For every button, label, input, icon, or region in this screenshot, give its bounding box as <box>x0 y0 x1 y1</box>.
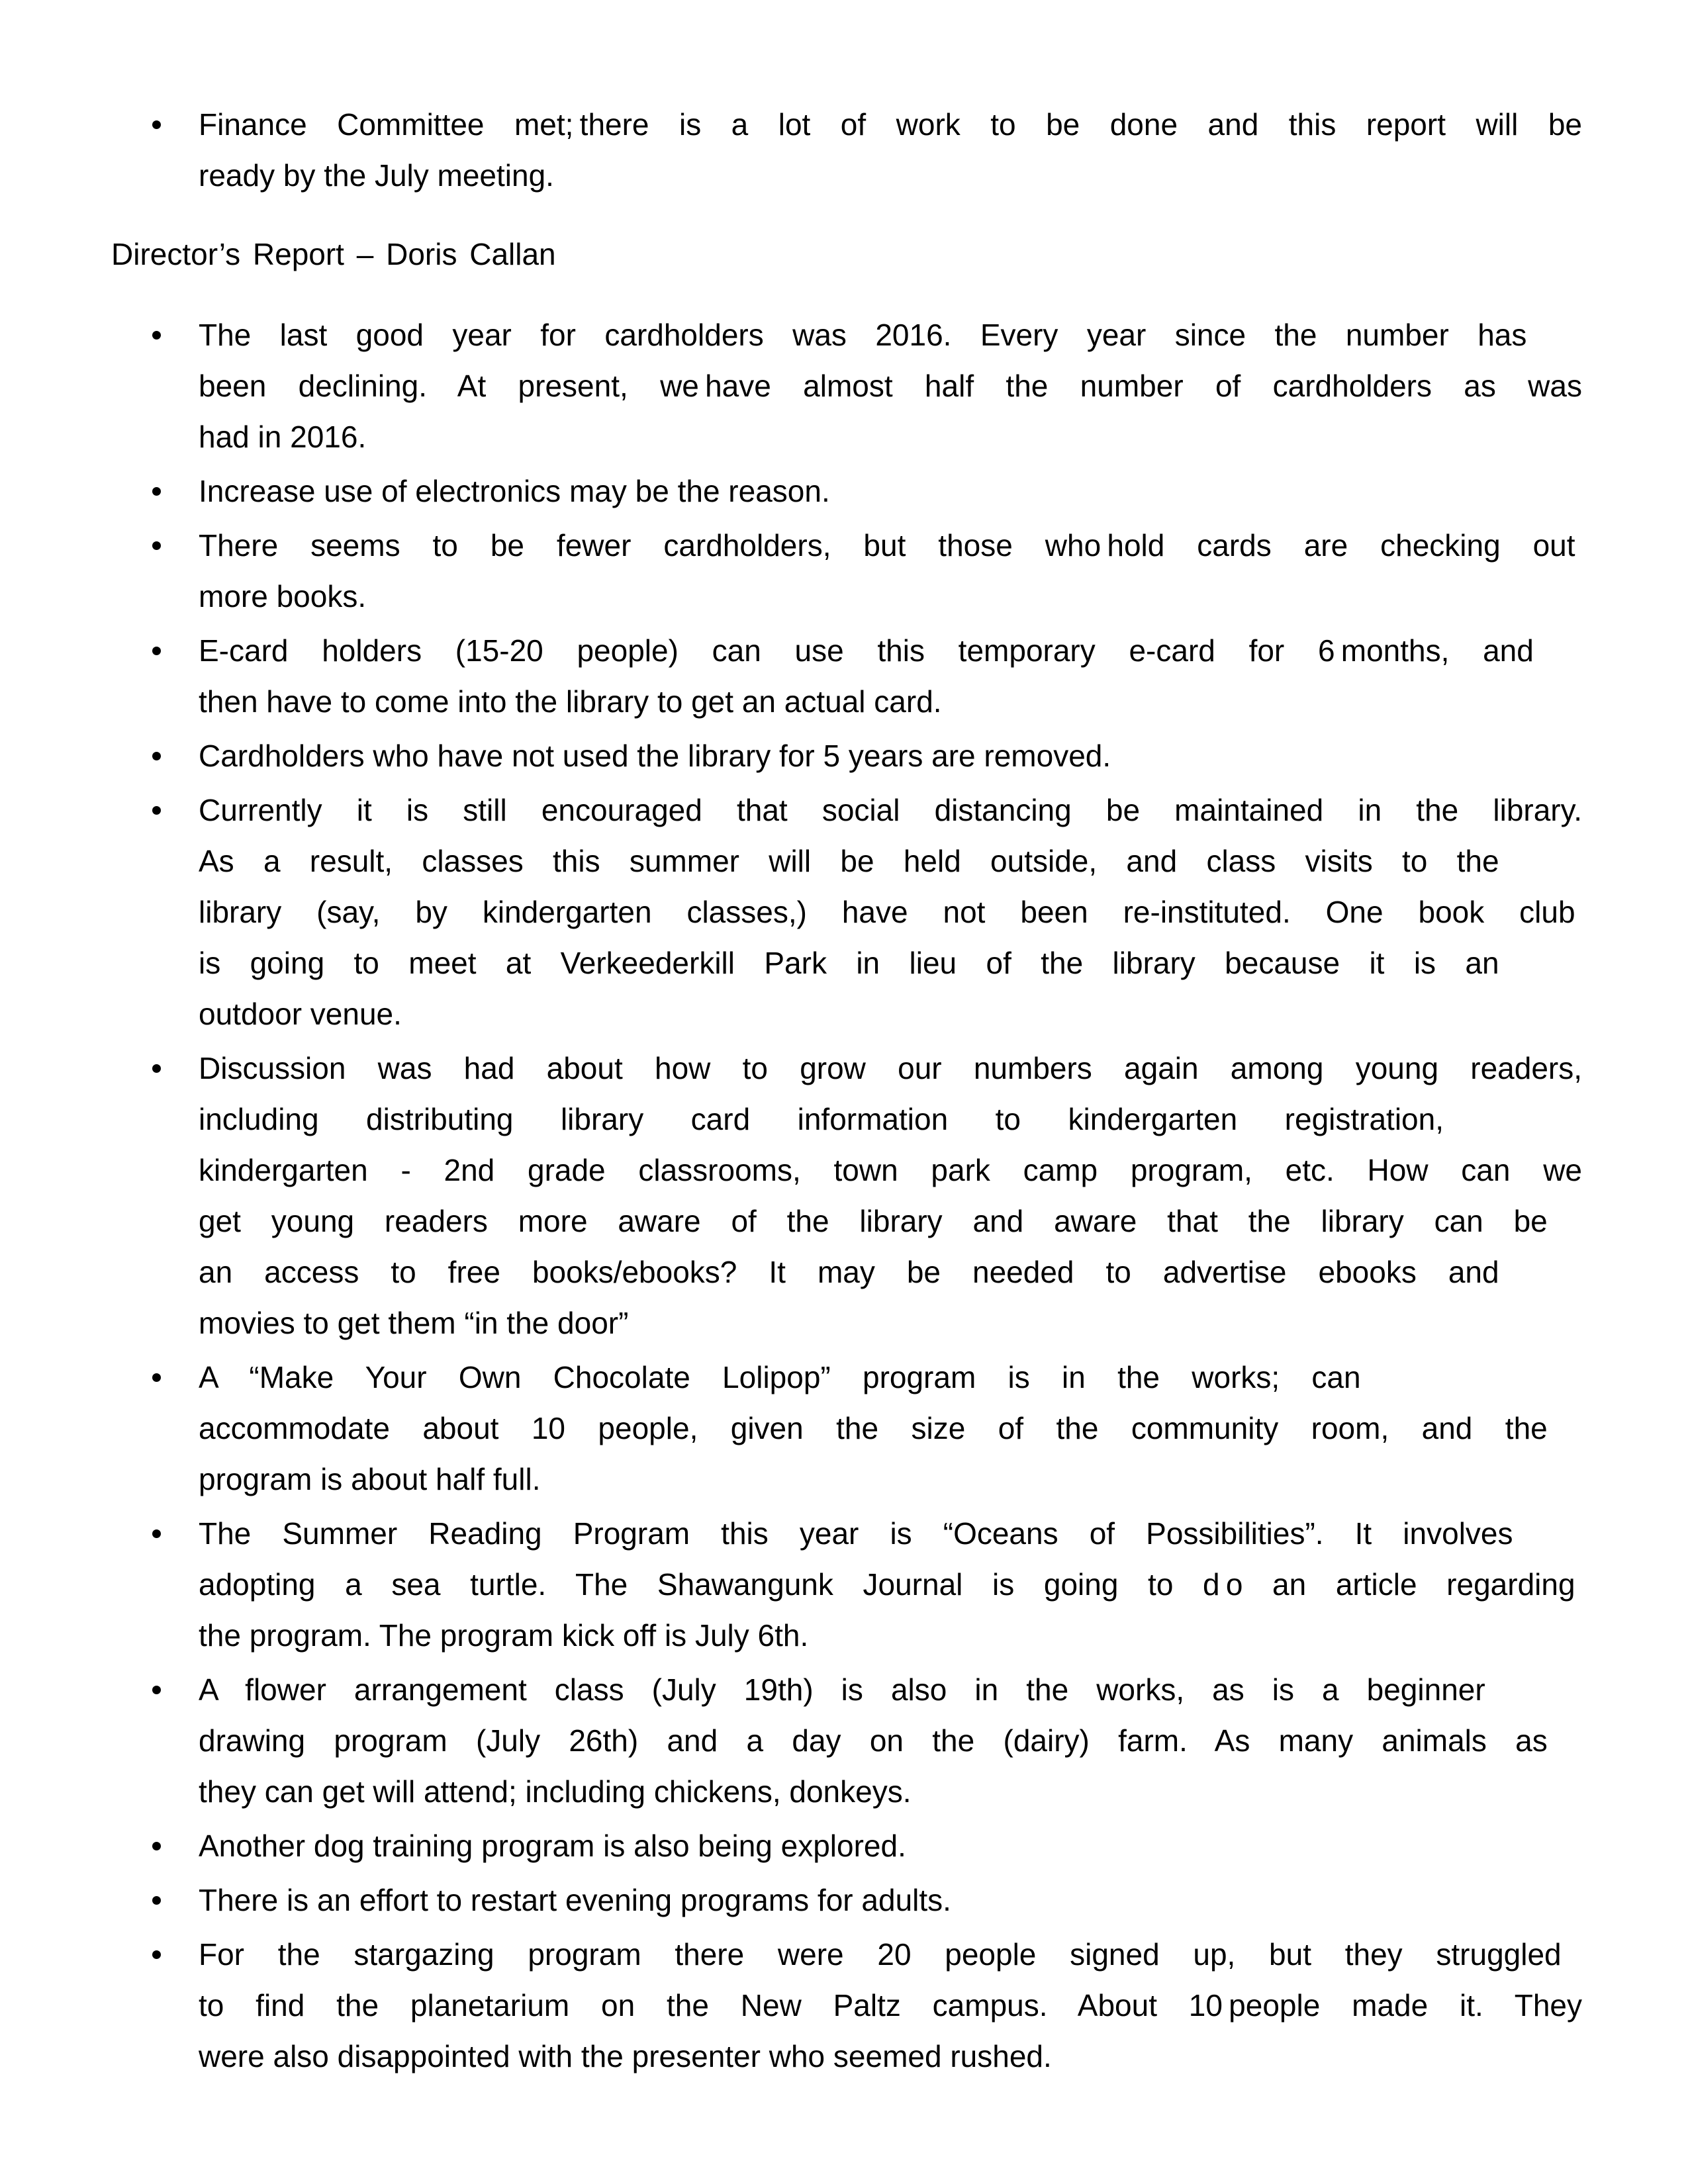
text-line: been declining. At present, we have almost half the number of cardholders as was <box>199 369 1582 403</box>
paragraph <box>199 520 1582 622</box>
bullet-marker <box>152 1842 161 1850</box>
text-line: There is an effort to restart evening programs for adults. <box>199 1883 951 1917</box>
list-item <box>111 1821 1582 1872</box>
text-line: accommodate about 10 people, given the size of the community room, and the <box>199 1411 1548 1445</box>
list-item <box>111 625 1582 727</box>
text-line: Another dog training program is also being explored. <box>199 1829 906 1863</box>
text-line: movies to get them “in the door” <box>199 1306 629 1340</box>
bullet-marker <box>152 1373 161 1382</box>
text-line: Cardholders who have not used the library for 5 years are removed. <box>199 739 1111 773</box>
paragraph <box>199 310 1582 463</box>
text-line: As a result, classes this summer will be held outside, and class visits to the <box>199 844 1499 878</box>
paragraph <box>199 1043 1582 1349</box>
text-line: program is about half full. <box>199 1462 541 1496</box>
text-line: Finance Committee met; there is a lot of work to be done and this report will be <box>199 107 1582 142</box>
paragraph <box>199 466 1582 517</box>
paragraph <box>199 1664 1582 1817</box>
text-line: more books. <box>199 579 367 614</box>
text-line: adopting a sea turtle. The Shawangunk Journal is going to d o an article regarding <box>199 1567 1575 1602</box>
paragraph <box>199 99 1582 201</box>
list-item <box>111 520 1582 622</box>
paragraph <box>199 1352 1582 1505</box>
paragraph <box>199 625 1582 727</box>
text-line: Discussion was had about how to grow our numbers again among young readers, <box>199 1051 1582 1085</box>
text-line: The last good year for cardholders was 2016. Every year since the number has <box>199 318 1527 352</box>
text-line: Increase use of electronics may be the reason. <box>199 474 830 508</box>
text-line: drawing program (July 26th) and a day on the (dairy) farm. As many animals as <box>199 1723 1548 1758</box>
paragraph <box>199 1875 1582 1926</box>
text-line: is going to meet at Verkeederkill Park in lieu of the library because it is an <box>199 946 1499 980</box>
list-item <box>111 1875 1582 1926</box>
bullet-marker <box>152 487 161 496</box>
text-line: The Summer Reading Program this year is “Oceans of Possibilities”. It involves <box>199 1516 1513 1551</box>
text-line: E-card holders (15-20 people) can use this temporary e-card for 6 months, and <box>199 633 1534 668</box>
list-item <box>111 1352 1582 1505</box>
text-line: A flower arrangement class (July 19th) is also in the works, as is a beginner <box>199 1672 1485 1707</box>
text-line: then have to come into the library to get an actual card. <box>199 684 942 719</box>
text-line: including distributing library card information to kindergarten registration, <box>199 1102 1444 1136</box>
paragraph <box>199 731 1582 782</box>
text-line: A “Make Your Own Chocolate Lolipop” program is in the works; can <box>199 1360 1361 1394</box>
bullet-marker <box>152 1529 161 1538</box>
list-item <box>111 1043 1582 1349</box>
list-item <box>111 466 1582 517</box>
list-item <box>111 1508 1582 1661</box>
bullet-marker <box>152 806 161 815</box>
text-line: kindergarten - 2nd grade classrooms, town park camp program, etc. How can we <box>199 1153 1582 1187</box>
bullet-marker <box>152 752 161 760</box>
directors-report-heading: Director’s Report – Doris Callan <box>111 237 556 271</box>
text-line: were also disappointed with the presenter who seemed rushed. <box>199 2039 1052 2073</box>
list-item <box>111 785 1582 1040</box>
text-line: an access to free books/ebooks? It may be needed to advertise ebooks and <box>199 1255 1499 1289</box>
paragraph <box>199 1508 1582 1661</box>
bullet-marker <box>152 120 161 129</box>
finance-bullet-list <box>111 99 1582 201</box>
bullet-marker <box>152 1064 161 1073</box>
list-item <box>111 1664 1582 1817</box>
text-line: get young readers more aware of the library and aware that the library can be <box>199 1204 1548 1238</box>
paragraph <box>199 785 1582 1040</box>
text-line: Currently it is still encouraged that social distancing be maintained in the library. <box>199 793 1582 827</box>
paragraph <box>199 1929 1582 2082</box>
text-line: the program. The program kick off is July 6th. <box>199 1618 809 1653</box>
list-item <box>111 310 1582 463</box>
bullet-marker <box>152 541 161 550</box>
bullet-marker <box>152 1950 161 1959</box>
directors-report-bullet-list <box>111 310 1582 2082</box>
list-item <box>111 99 1582 201</box>
paragraph <box>199 1821 1582 1872</box>
text-line: For the stargazing program there were 20 people signed up, but they struggled <box>199 1937 1562 1972</box>
text-line: outdoor venue. <box>199 997 402 1031</box>
text-line: library (say, by kindergarten classes,) have not been re-instituted. One book club <box>199 895 1575 929</box>
text-line: ready by the July meeting. <box>199 158 554 193</box>
bullet-marker <box>152 1686 161 1694</box>
bullet-marker <box>152 1896 161 1905</box>
list-item <box>111 731 1582 782</box>
text-line: they can get will attend; including chickens, donkeys. <box>199 1774 912 1809</box>
bullet-marker <box>152 331 161 340</box>
text-line: to find the planetarium on the New Paltz campus. About 10 people made it. They <box>199 1988 1582 2023</box>
text-line: had in 2016. <box>199 420 367 454</box>
text-line: There seems to be fewer cardholders, but those who hold cards are checking out <box>199 528 1575 563</box>
list-item <box>111 1929 1582 2082</box>
bullet-marker <box>152 647 161 655</box>
